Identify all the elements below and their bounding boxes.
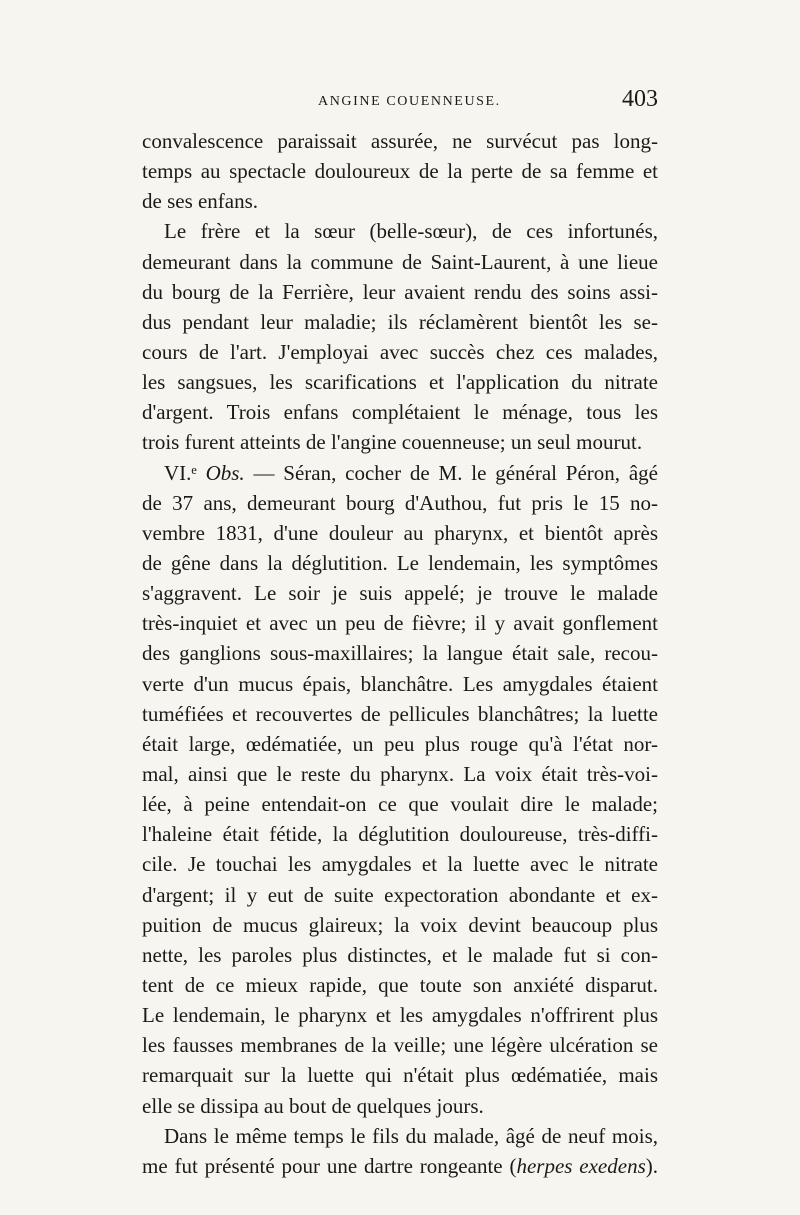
text-line: très-inquiet et avec un peu de fièvre; il y avait gonflement — [142, 611, 658, 636]
text-line: puition de mucus glaireux; la voix devint beaucoup plus — [142, 912, 658, 937]
text-line: de gêne dans la déglutition. Le lendemain, les symptômes — [142, 550, 658, 575]
running-head: ANGINE COUENNEUSE. — [318, 94, 501, 109]
text-line: d'argent; il y eut de suite expectoration abondante et ex- — [142, 882, 658, 907]
text-line: de 37 ans, demeurant bourg d'Authou, fut pris le 15 no- — [142, 490, 658, 515]
text-line: les fausses membranes de la veille; une légère ulcération se — [142, 1033, 658, 1058]
page-number: 403 — [622, 86, 658, 112]
paragraph-start-line: Dans le même temps le fils du malade, âgé de neuf mois, — [164, 1123, 658, 1148]
paragraph-start-line: Le frère et la sœur (belle-sœur), de ces infortunés, — [164, 219, 658, 244]
text-line: tent de ce mieux rapide, que toute son anxiété disparut. — [142, 972, 658, 997]
text-line: mal, ainsi que le reste du pharynx. La voix était très-voi- — [142, 761, 658, 786]
text-line: des ganglions sous-maxillaires; la langue était sale, recou- — [142, 641, 658, 666]
text-line: remarquait sur la luette qui n'était plus œdématiée, mais — [142, 1063, 658, 1088]
text-line: lée, à peine entendait-on ce que voulait dire le malade; — [142, 792, 658, 817]
text-line: dus pendant leur maladie; ils réclamèrent bientôt les se- — [142, 309, 658, 334]
text-line: me fut présenté pour une dartre rongeante (herpes exedens). — [142, 1153, 658, 1178]
text-line: cours de l'art. J'employai avec succès chez ces malades, — [142, 339, 658, 364]
text-line: tuméfiées et recouvertes de pellicules blanchâtres; la luette — [142, 701, 658, 726]
text-line: convalescence paraissait assurée, ne survécut pas long- — [142, 129, 658, 153]
text-line: trois furent atteints de l'angine couenneuse; un seul mourut. — [142, 430, 643, 455]
text-line: les sangsues, les scarifications et l'application du nitrate — [142, 370, 658, 395]
body-text — [142, 126, 658, 1181]
text-line: vembre 1831, d'une douleur au pharynx, et bientôt après — [142, 520, 658, 545]
text-line: temps au spectacle douloureux de la perte de sa femme et — [142, 159, 658, 184]
text-line: du bourg de la Ferrière, leur avaient rendu des soins assi- — [142, 279, 658, 304]
text-line: cile. Je touchai les amygdales et la luette avec le nitrate — [142, 852, 658, 877]
page-header — [142, 88, 658, 116]
text-line: nette, les paroles plus distinctes, et le malade fut si con- — [142, 942, 658, 967]
observation-heading-line: VI.ᵉ Obs. — Séran, cocher de M. le général Péron, âgé — [164, 460, 658, 485]
text-line: d'argent. Trois enfans complétaient le ménage, tous les — [142, 400, 658, 425]
text-line: s'aggravent. Le soir je suis appelé; je trouve le malade — [142, 581, 658, 606]
text-line: était large, œdématiée, un peu plus rouge qu'à l'état nor- — [142, 731, 658, 756]
text-line: demeurant dans la commune de Saint-Laurent, à une lieue — [142, 249, 658, 274]
text-line: elle se dissipa au bout de quelques jours. — [142, 1093, 484, 1118]
text-line: Le lendemain, le pharynx et les amygdales n'offrirent plus — [142, 1003, 658, 1028]
text-line: verte d'un mucus épais, blanchâtre. Les amygdales étaient — [142, 671, 658, 696]
text-line: l'haleine était fétide, la déglutition douloureuse, très-diffi- — [142, 822, 658, 847]
text-line: de ses enfans. — [142, 189, 259, 214]
